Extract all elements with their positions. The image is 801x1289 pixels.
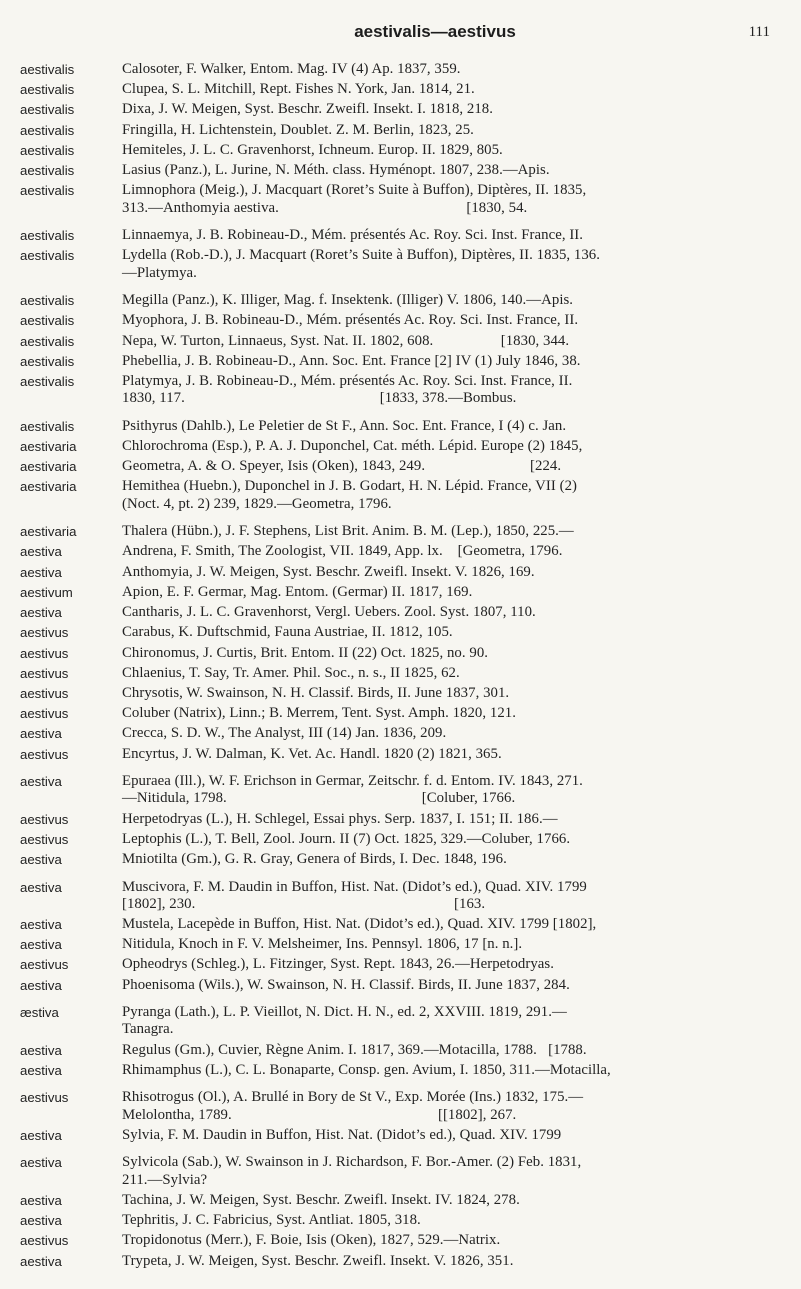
- citation-line: Sylvicola (Sab.), W. Swainson in J. Richardson, F. Bor.-Amer. (2) Feb. 1831,: [122, 1154, 582, 1171]
- entry-row: [20, 705, 790, 722]
- citation-line: Tropidonotus (Merr.), F. Boie, Isis (Oken), 1827, 529.—Natrix.: [122, 1232, 501, 1249]
- entry-citation: [122, 977, 790, 994]
- citation-line: Cantharis, J. L. C. Gravenhorst, Vergl. Uebers. Zool. Syst. 1807, 110.: [122, 604, 536, 621]
- citation-line: Fringilla, H. Lichtenstein, Doublet. Z. M. Berlin, 1823, 25.: [122, 121, 474, 138]
- entry-row: [20, 1232, 790, 1249]
- entry-term: aestiva: [20, 1253, 62, 1269]
- citation-line: Rhisotrogus (Ol.), A. Brullé in Bory de St V., Exp. Morée (Ins.) 1832, 175.—: [122, 1089, 584, 1106]
- citation-line: Platymya, J. B. Robineau-D., Mém. présentés Ac. Roy. Sci. Inst. France, II.: [122, 372, 573, 389]
- entry-row: [20, 936, 790, 953]
- entry-citation: [122, 418, 790, 435]
- entry-term: aestivus: [20, 685, 69, 701]
- entry-citation: [122, 292, 790, 309]
- entry-row: [20, 1004, 790, 1039]
- entry-citation: [122, 564, 790, 581]
- entry-citation: [122, 665, 790, 682]
- entry-row: [20, 312, 790, 329]
- entry-term: aestivaria: [20, 524, 77, 540]
- entry-citation: [122, 312, 790, 329]
- citation-line: Chironomus, J. Curtis, Brit. Entom. II (22) Oct. 1825, no. 90.: [122, 644, 489, 661]
- entry-term: aestiva: [20, 977, 62, 993]
- citation-line: Epuraea (Ill.), W. F. Erichson in Germar, Zeitschr. f. d. Entom. IV. 1843, 271.: [122, 773, 583, 790]
- entry-row: [20, 182, 790, 217]
- entry-row: [20, 1154, 790, 1189]
- entry-row: [20, 645, 790, 662]
- citation-line: —Nitidula, 1798. [Coluber, 1766.: [122, 790, 516, 807]
- citation-line: Trypeta, J. W. Meigen, Syst. Beschr. Zweifl. Insekt. V. 1826, 351.: [122, 1252, 514, 1269]
- citation-line: Chrysotis, W. Swainson, N. H. Classif. Birds, II. June 1837, 301.: [122, 684, 510, 701]
- entry-row: [20, 1042, 790, 1059]
- page-number: 111: [748, 24, 770, 40]
- citation-line: Psithyrus (Dahlb.), Le Peletier de St F., Ann. Soc. Ent. France, I (4) c. Jan.: [122, 417, 567, 434]
- entry-row: [20, 227, 790, 244]
- citation-line: Regulus (Gm.), Cuvier, Règne Anim. I. 1817, 369.—Motacilla, 1788. [1788.: [122, 1041, 587, 1058]
- entry-row: [20, 353, 790, 370]
- entry-citation: [122, 438, 790, 455]
- entry-row: [20, 162, 790, 179]
- entry-row: [20, 1062, 790, 1079]
- entry-row: [20, 292, 790, 309]
- citation-line: Chlorochroma (Esp.), P. A. J. Duponchel, Cat. méth. Lépid. Europe (2) 1845,: [122, 437, 583, 454]
- entry-term: æstiva: [20, 1005, 59, 1021]
- citation-line: Coluber (Natrix), Linn.; B. Merrem, Tent. Syst. Amph. 1820, 121.: [122, 705, 516, 722]
- entry-term: aestiva: [20, 852, 62, 868]
- entry-citation: [122, 1232, 790, 1249]
- citation-line: Rhimamphus (L.), C. L. Bonaparte, Consp. gen. Avium, I. 1850, 311.—Motacilla,: [122, 1061, 611, 1078]
- entry-citation: [122, 1127, 790, 1144]
- entry-term: aestivalis: [20, 142, 75, 158]
- entry-term: aestivus: [20, 1233, 69, 1249]
- entry-row: [20, 956, 790, 973]
- citation-line: 211.—Sylvia?: [122, 1171, 208, 1188]
- entry-citation: [122, 182, 790, 217]
- entry-citation: [122, 523, 790, 540]
- entry-term: aestiva: [20, 726, 62, 742]
- entry-row: [20, 604, 790, 621]
- citation-line: Muscivora, F. M. Daudin in Buffon, Hist. Nat. (Didot’s ed.), Quad. XIV. 1799: [122, 878, 587, 895]
- entry-term: aestivus: [20, 706, 69, 722]
- entry-citation: [122, 1004, 790, 1039]
- entry-row: [20, 333, 790, 350]
- citation-line: Opheodrys (Schleg.), L. Fitzinger, Syst. Rept. 1843, 26.—Herpetodryas.: [122, 956, 554, 973]
- entry-term: aestivalis: [20, 122, 75, 138]
- entry-citation: [122, 1212, 790, 1229]
- entry-row: [20, 1192, 790, 1209]
- entry-citation: [122, 162, 790, 179]
- entry-row: [20, 81, 790, 98]
- entry-row: [20, 1212, 790, 1229]
- entry-citation: [122, 685, 790, 702]
- entry-term: aestivalis: [20, 353, 75, 369]
- entry-row: [20, 879, 790, 914]
- entry-term: aestivalis: [20, 418, 75, 434]
- entry-row: [20, 247, 790, 282]
- citation-line: 1830, 117. [1833, 378.—Bombus.: [122, 390, 517, 407]
- citation-line: Herpetodryas (L.), H. Schlegel, Essai phys. Serp. 1837, I. 151; II. 186.—: [122, 810, 558, 827]
- entry-citation: [122, 956, 790, 973]
- entry-citation: [122, 61, 790, 78]
- citation-line: Encyrtus, J. W. Dalman, K. Vet. Ac. Handl. 1820 (2) 1821, 365.: [122, 745, 502, 762]
- entry-citation: [122, 725, 790, 742]
- entry-citation: [122, 122, 790, 139]
- entry-row: [20, 523, 790, 540]
- entry-term: aestiva: [20, 1127, 62, 1143]
- entry-term: aestiva: [20, 937, 62, 953]
- citation-line: Lydella (Rob.-D.), J. Macquart (Roret’s Suite à Buffon), Diptères, II. 1835, 136.: [122, 247, 601, 264]
- entry-row: [20, 665, 790, 682]
- entry-term: aestiva: [20, 544, 62, 560]
- entry-term: aestivalis: [20, 228, 75, 244]
- entry-term: aestivalis: [20, 102, 75, 118]
- entry-term: aestivum: [20, 584, 73, 600]
- citation-line: Lasius (Panz.), L. Jurine, N. Méth. class. Hyménopt. 1807, 238.—Apis.: [122, 162, 550, 179]
- entry-citation: [122, 1089, 790, 1124]
- citation-line: Phoenisoma (Wils.), W. Swainson, N. H. Classif. Birds, II. June 1837, 284.: [122, 976, 570, 993]
- citation-line: Megilla (Panz.), K. Illiger, Mag. f. Insektenk. (Illiger) V. 1806, 140.—Apis.: [122, 292, 574, 309]
- entry-term: aestiva: [20, 1192, 62, 1208]
- citation-line: —Platymya.: [122, 264, 197, 281]
- entry-term: aestiva: [20, 917, 62, 933]
- entry-row: [20, 773, 790, 808]
- entry-citation: [122, 831, 790, 848]
- entry-row: [20, 564, 790, 581]
- entry-term: aestivus: [20, 625, 69, 641]
- citation-line: Nepa, W. Turton, Linnaeus, Syst. Nat. II. 1802, 608. [1830, 344.: [122, 332, 570, 349]
- citation-line: Thalera (Hübn.), J. F. Stephens, List Brit. Anim. B. M. (Lep.), 1850, 225.—: [122, 523, 574, 540]
- entry-row: [20, 458, 790, 475]
- entry-term: aestivus: [20, 957, 69, 973]
- entry-row: [20, 478, 790, 513]
- entry-row: [20, 438, 790, 455]
- citation-line: Mniotilta (Gm.), G. R. Gray, Genera of Birds, I. Dec. 1848, 196.: [122, 851, 507, 868]
- entry-citation: [122, 1192, 790, 1209]
- entry-term: aestiva: [20, 774, 62, 790]
- entry-term: aestivus: [20, 746, 69, 762]
- citation-line: Phebellia, J. B. Robineau-D., Ann. Soc. Ent. France [2] IV (1) July 1846, 38.: [122, 352, 581, 369]
- entry-row: [20, 101, 790, 118]
- citation-line: Chlaenius, T. Say, Tr. Amer. Phil. Soc., n. s., II 1825, 62.: [122, 664, 460, 681]
- entry-term: aestivaria: [20, 479, 77, 495]
- entry-citation: [122, 1062, 790, 1079]
- entry-row: [20, 831, 790, 848]
- citation-line: Nitidula, Knoch in F. V. Melsheimer, Ins. Pennsyl. 1806, 17 [n. n.].: [122, 936, 523, 953]
- citation-line: Leptophis (L.), T. Bell, Zool. Journ. II (7) Oct. 1825, 329.—Coluber, 1766.: [122, 830, 571, 847]
- citation-line: Anthomyia, J. W. Meigen, Syst. Beschr. Zweifl. Insekt. V. 1826, 169.: [122, 563, 535, 580]
- page-header: [90, 20, 780, 50]
- entry-citation: [122, 373, 790, 408]
- citation-line: Tanagra.: [122, 1021, 174, 1038]
- entry-term: aestivalis: [20, 62, 75, 77]
- citation-line: Dixa, J. W. Meigen, Syst. Beschr. Zweifl. Insekt. I. 1818, 218.: [122, 101, 493, 118]
- entry-row: [20, 916, 790, 933]
- citation-line: Melolontha, 1789. [[1802], 267.: [122, 1106, 517, 1123]
- entry-citation: [122, 604, 790, 621]
- entry-list: [20, 61, 790, 1273]
- entry-citation: [122, 1253, 790, 1270]
- entry-term: aestivus: [20, 831, 69, 847]
- citation-line: Tachina, J. W. Meigen, Syst. Beschr. Zweifl. Insekt. IV. 1824, 278.: [122, 1191, 520, 1208]
- entry-citation: [122, 645, 790, 662]
- entry-citation: [122, 936, 790, 953]
- entry-term: aestivalis: [20, 333, 75, 349]
- entry-citation: [122, 353, 790, 370]
- entry-term: aestivalis: [20, 373, 75, 389]
- entry-citation: [122, 773, 790, 808]
- entry-citation: [122, 1042, 790, 1059]
- entry-citation: [122, 584, 790, 601]
- citation-line: Pyranga (Lath.), L. P. Vieillot, N. Dict. H. N., ed. 2, XXVIII. 1819, 291.—: [122, 1004, 567, 1021]
- citation-line: Geometra, A. & O. Speyer, Isis (Oken), 1843, 249. [224.: [122, 458, 562, 475]
- entry-term: aestiva: [20, 1213, 62, 1229]
- entry-row: [20, 1253, 790, 1270]
- citation-line: Sylvia, F. M. Daudin in Buffon, Hist. Nat. (Didot’s ed.), Quad. XIV. 1799: [122, 1126, 562, 1143]
- entry-term: aestivalis: [20, 313, 75, 329]
- entry-row: [20, 584, 790, 601]
- entry-row: [20, 685, 790, 702]
- entry-row: [20, 725, 790, 742]
- entry-term: aestivaria: [20, 438, 77, 454]
- entry-row: [20, 1089, 790, 1124]
- citation-line: Hemiteles, J. L. C. Gravenhorst, Ichneum. Europ. II. 1829, 805.: [122, 141, 503, 158]
- entry-term: aestiva: [20, 1042, 62, 1058]
- entry-row: [20, 61, 790, 78]
- entry-citation: [122, 227, 790, 244]
- citation-line: [1802], 230. [163.: [122, 895, 486, 912]
- entry-citation: [122, 624, 790, 641]
- entry-row: [20, 418, 790, 435]
- citation-line: Crecca, S. D. W., The Analyst, III (14) Jan. 1836, 209.: [122, 725, 447, 742]
- entry-term: aestivalis: [20, 82, 75, 98]
- entry-row: [20, 851, 790, 868]
- entry-citation: [122, 458, 790, 475]
- citation-line: Calosoter, F. Walker, Entom. Mag. IV (4) Ap. 1837, 359.: [122, 61, 461, 77]
- entry-term: aestivalis: [20, 163, 75, 179]
- entry-citation: [122, 333, 790, 350]
- entry-citation: [122, 879, 790, 914]
- entry-citation: [122, 916, 790, 933]
- entry-citation: [122, 81, 790, 98]
- entry-row: [20, 624, 790, 641]
- entry-citation: [122, 142, 790, 159]
- entry-term: aestiva: [20, 879, 62, 895]
- citation-line: Hemithea (Huebn.), Duponchel in J. B. Godart, H. N. Lépid. France, VII (2): [122, 478, 578, 495]
- entry-citation: [122, 478, 790, 513]
- entry-term: aestivalis: [20, 293, 75, 309]
- entry-row: [20, 142, 790, 159]
- citation-line: (Noct. 4, pt. 2) 239, 1829.—Geometra, 1796.: [122, 495, 392, 512]
- entry-term: aestiva: [20, 605, 62, 621]
- entry-citation: [122, 247, 790, 282]
- entry-citation: [122, 705, 790, 722]
- entry-term: aestivus: [20, 1090, 69, 1106]
- citation-line: Limnophora (Meig.), J. Macquart (Roret’s Suite à Buffon), Diptères, II. 1835,: [122, 182, 587, 199]
- entry-row: [20, 977, 790, 994]
- citation-line: Andrena, F. Smith, The Zoologist, VII. 1849, App. lx. [Geometra, 1796.: [122, 543, 563, 560]
- citation-line: Clupea, S. L. Mitchill, Rept. Fishes N. York, Jan. 1814, 21.: [122, 81, 475, 98]
- entry-citation: [122, 811, 790, 828]
- citation-line: Mustela, Lacepède in Buffon, Hist. Nat. (Didot’s ed.), Quad. XIV. 1799 [1802],: [122, 916, 597, 933]
- entry-term: aestivus: [20, 811, 69, 827]
- entry-term: aestiva: [20, 1062, 62, 1078]
- citation-line: Linnaemya, J. B. Robineau-D., Mém. présentés Ac. Roy. Sci. Inst. France, II.: [122, 227, 584, 244]
- entry-row: [20, 373, 790, 408]
- entry-term: aestivalis: [20, 183, 75, 199]
- entry-row: [20, 811, 790, 828]
- citation-line: 313.—Anthomyia aestiva. [1830, 54.: [122, 199, 528, 216]
- entry-citation: [122, 746, 790, 763]
- entry-term: aestiva: [20, 564, 62, 580]
- running-head: aestivalis—aestivus: [354, 22, 516, 41]
- entry-term: aestivalis: [20, 248, 75, 264]
- entry-row: [20, 543, 790, 560]
- citation-line: Myophora, J. B. Robineau-D., Mém. présentés Ac. Roy. Sci. Inst. France, II.: [122, 312, 579, 329]
- entry-citation: [122, 543, 790, 560]
- entry-citation: [122, 1154, 790, 1189]
- entry-row: [20, 122, 790, 139]
- entry-term: aestivaria: [20, 459, 77, 475]
- citation-line: Carabus, K. Duftschmid, Fauna Austriae, II. 1812, 105.: [122, 624, 453, 641]
- entry-citation: [122, 851, 790, 868]
- entry-term: aestivus: [20, 645, 69, 661]
- entry-row: [20, 1127, 790, 1144]
- entry-citation: [122, 101, 790, 118]
- entry-row: [20, 746, 790, 763]
- citation-line: Tephritis, J. C. Fabricius, Syst. Antliat. 1805, 318.: [122, 1212, 421, 1229]
- entry-term: aestiva: [20, 1155, 62, 1171]
- entry-term: aestivus: [20, 665, 69, 681]
- citation-line: Apion, E. F. Germar, Mag. Entom. (Germar) II. 1817, 169.: [122, 583, 473, 600]
